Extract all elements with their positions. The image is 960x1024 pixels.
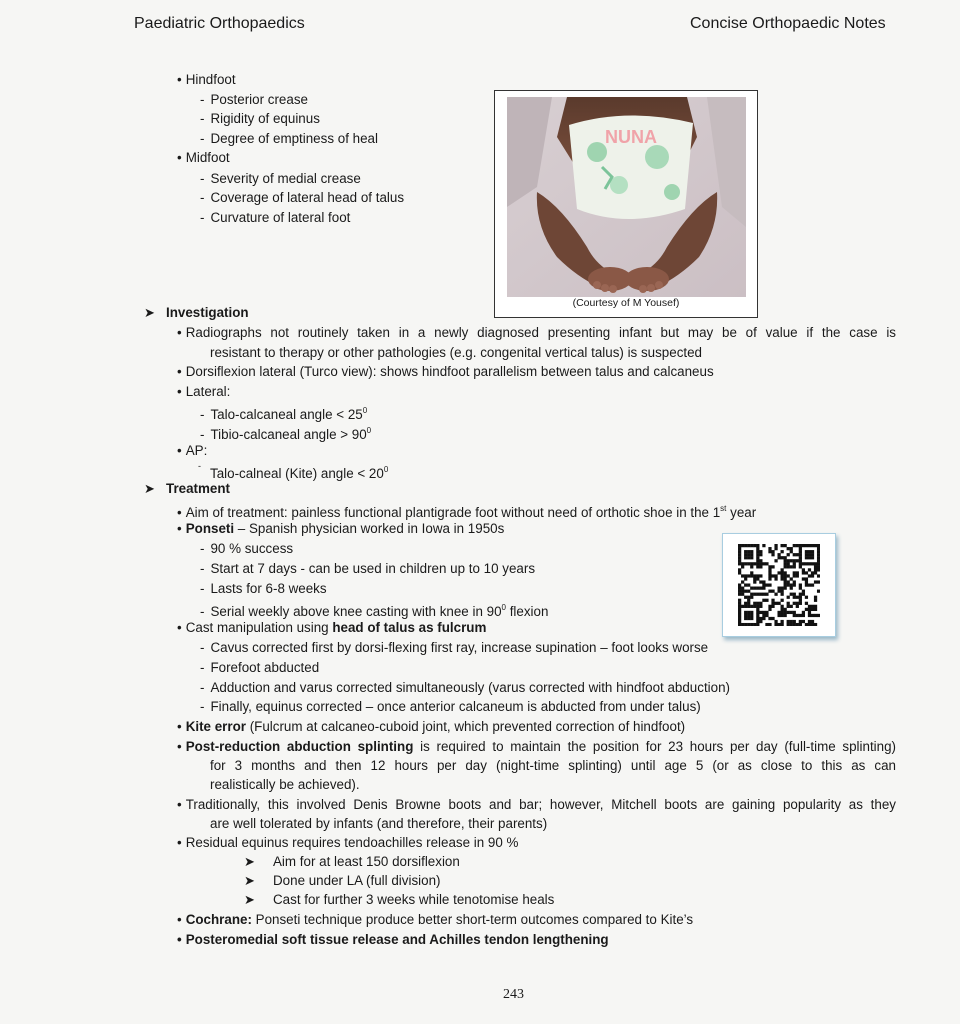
list-item: - Degree of emptiness of heal <box>200 131 378 147</box>
list-item: - Posterior crease <box>200 92 308 108</box>
list-item: - Adduction and varus corrected simultaneously (varus corrected with hindfoot abduction) <box>200 680 730 696</box>
list-item: • Residual equinus requires tendoachilles release in 90 % <box>177 835 518 851</box>
list-item: • AP: <box>177 443 207 459</box>
list-item: - Finally, equinus corrected – once anterior calcaneum is abducted from under talus) <box>200 699 701 715</box>
list-item: • Posteromedial soft tissue release and Achilles tendon lengthening <box>177 932 609 948</box>
investigation-heading: Investigation <box>166 305 249 320</box>
list-item: Talo-calneal (Kite) angle < $20^0$ <box>210 465 389 481</box>
list-item: • Cochrane: Ponseti technique produce better short-term outcomes compared to Kite’s <box>177 912 693 928</box>
treatment-heading: Treatment <box>166 481 230 496</box>
arrow-icon: ➤ <box>244 892 255 907</box>
list-item: • Kite error (Fulcrum at calcaneo-cuboid joint, which prevented correction of hindfoot) <box>177 719 685 735</box>
list-item <box>177 150 230 166</box>
figure-caption: (Courtesy of M Yousef) <box>572 297 680 309</box>
list-item: - Cavus corrected first by dorsi-flexing first ray, increase supination – foot looks worse <box>200 640 708 656</box>
arrow-icon: ➤ <box>244 873 255 888</box>
list-item: - Rigidity of equinus <box>200 111 320 127</box>
list-item-continuation: resistant to therapy or other pathologies (e.g. congenital vertical talus) is suspected <box>210 345 703 360</box>
list-item: - Severity of medial crease <box>200 171 361 187</box>
list-item-continuation: for 3 months and then 12 hours per day (night-time splinting) until age 5 (or as close to this as can <box>210 758 896 773</box>
dash-marker: - <box>198 461 201 471</box>
list-item: - Lasts for 6-8 weeks <box>200 581 327 597</box>
list-item: • Traditionally, this involved Denis Browne boots and bar; however, Mitchell boots are gaining popularity as they <box>177 797 896 813</box>
arrow-icon: ➤ <box>144 481 155 496</box>
page-number: 243 <box>503 987 524 1002</box>
list-item: - Start at 7 days - can be used in children up to 10 years <box>200 561 535 577</box>
list-item: Cast for further 3 weeks while tenotomise heals <box>273 892 555 907</box>
list-item: - 90 % success <box>200 541 293 557</box>
list-item: • Post-reduction abduction splinting is required to maintain the position for 23 hours per day (full-time splinting) <box>177 739 896 755</box>
list-item <box>177 72 236 88</box>
list-item-continuation: are well tolerated by infants (and therefore, their parents) <box>210 816 548 831</box>
qr-code-box[interactable] <box>722 533 836 637</box>
list-item: - Talo-calcaneal angle < $25^0$ <box>200 403 367 423</box>
list-item: - Forefoot abducted <box>200 660 319 676</box>
running-header-right: Concise Orthopaedic Notes <box>690 15 886 32</box>
list-item: • Cast manipulation using head of talus as fulcrum <box>177 620 486 636</box>
list-item: • Lateral: <box>177 384 230 400</box>
list-item-continuation: realistically be achieved). <box>210 777 360 792</box>
midfoot-label: Midfoot <box>185 150 230 165</box>
running-header-left: Paediatric Orthopaedics <box>134 15 305 32</box>
list-item: - Coverage of lateral head of talus <box>200 190 404 206</box>
list-item: - Serial weekly above knee casting with knee in $90^0$ flexion <box>200 600 548 620</box>
list-item: - Tibio-calcaneal angle > $90^0$ <box>200 423 371 443</box>
infant-feet-photo <box>507 97 746 297</box>
list-item: Done under LA (full division) <box>273 873 441 888</box>
diaper-brand-text: NUNA <box>605 127 657 147</box>
clubfoot-photo-figure <box>494 90 758 318</box>
list-item: • Dorsiflexion lateral (Turco view): shows hindfoot parallelism between talus and calcaneus <box>177 364 714 380</box>
hindfoot-label: Hindfoot <box>185 72 236 87</box>
list-item: • Aim of treatment: painless functional plantigrade foot without need of orthotic shoe in the 1st year <box>177 501 756 521</box>
qr-code-icon[interactable] <box>738 544 820 626</box>
list-item: - Curvature of lateral foot <box>200 210 350 226</box>
arrow-icon: ➤ <box>144 305 155 320</box>
list-item: Aim for at least 150 dorsiflexion <box>273 854 460 869</box>
arrow-icon: ➤ <box>244 854 255 869</box>
list-item: • Ponseti – Spanish physician worked in Iowa in 1950s <box>177 521 504 537</box>
list-item: • Radiographs not routinely taken in a newly diagnosed presenting infant but may be of value if the case is <box>177 325 896 341</box>
